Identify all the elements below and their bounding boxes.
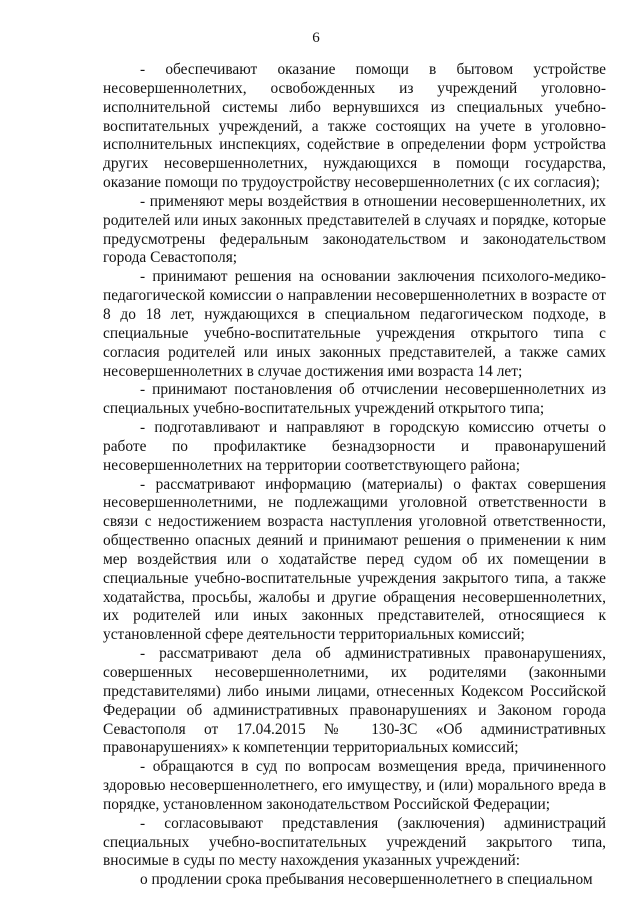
paragraph-submissions-approval: - согласовывают представления (заключения) администраций специальных учебно-воспитательных учреждений закрытого типа, вносимые в суды по месту нахождения указанных учреждений: [103,814,606,870]
paragraph-expulsion-resolutions: - принимают постановления об отчислении несовершеннолетних из специальных учебно-воспитательных учреждений открытого типа; [103,381,606,418]
paragraph-commission-decisions: - принимают решения на основании заключения психолого-медико-педагогической комиссии о направлении несовершеннолетних в возрасте от 8 до 18 лет, нуждающихся в специальном педагогическом подходе, в специальные учебно-воспитательные учреждения открытого типа с согласия родителей или иных законных представителей, а также самих несовершеннолетних в случае достижения ими возраста 14 лет; [103,268,606,380]
paragraph-stay-extension: о продлении срока пребывания несовершеннолетнего в специальном [140,871,593,889]
page-number: 6 [312,30,320,46]
paragraph-court-appeals: - обращаются в суд по вопросам возмещения вреда, причиненного здоровью несовершеннолетнего, его имуществу, и (или) морального вреда в порядке, установленном законодательством Российской Федерации; [103,758,606,813]
paragraph-household-assistance: - обеспечивают оказание помощи в бытовом устройстве несовершеннолетних, освобожденных из учреждений уголовно-исполнительной системы либо вернувшихся из специальных учебно-воспитательных учреждений, а также состоящих на учете в уголовно-исполнительных инспекциях, содействие в определении форм устройства других несовершеннолетних, нуждающихся в помощи государства, оказание помощи по трудоустройству несовершеннолетних (с их согласия); [103,61,606,192]
document-body [103,61,606,890]
paragraph-information-review: - рассматривают информацию (материалы) о фактах совершения несовершеннолетними, не подлежащими уголовной ответственности в связи с недостижением возраста наступления уголовной ответственности, общественно опасных деяний и принимают решения о применении к ним мер воздействия или о ходатайстве перед судом об их помещении в специальные учебно-воспитательные учреждения закрытого типа, а также ходатайства, просьбы, жалобы и другие обращения несовершеннолетних, их родителей или иных законных представителей, относящиеся к установленной сфере деятельности территориальных комиссий; [103,475,606,644]
paragraph-administrative-cases: - рассматривают дела об административных правонарушениях, совершенных несовершеннолетними, их родителями (законными представителями) либо иными лицами, отнесенных Кодексом Российской Федерации об административных правонарушениях и Законом города Севастополя от 17.04.2015 № 130-ЗС «Об административных правонарушениях» к компетенции территориальных комиссий; [103,645,606,757]
paragraph-reports: - подготавливают и направляют в городскую комиссию отчеты о работе по профилактике безнадзорности и правонарушений несовершеннолетних на территории соответствующего района; [103,419,606,474]
paragraph-influence-measures: - применяют меры воздействия в отношении несовершеннолетних, их родителей или иных законных представителей в случаях и порядке, которые предусмотрены федеральным законодательством и законодательством города Севастополя; [103,192,606,267]
